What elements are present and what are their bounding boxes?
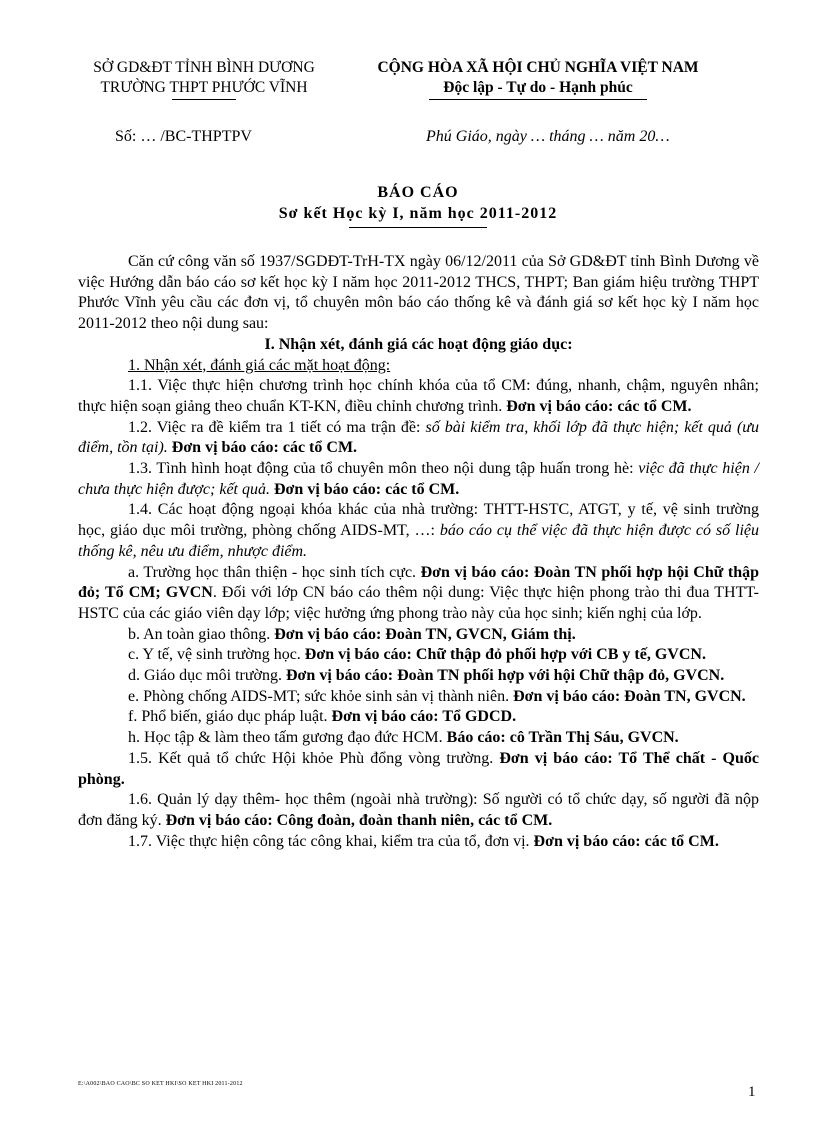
section-heading: I. Nhận xét, đánh giá các hoạt động giáo dục:	[264, 335, 573, 353]
item-text: f. Phổ biến, giáo dục pháp luật.	[128, 708, 332, 726]
item-end: .	[571, 625, 576, 643]
responsible-unit: Đơn vị báo cáo: Đoàn TN, GVCN, Giám thị	[274, 625, 572, 643]
org-department: SỞ GD&ĐT TỈNH BÌNH DƯƠNG	[93, 59, 315, 76]
nation-name: CỘNG HÒA XÃ HỘI CHỦ NGHĨA VIỆT NAM	[377, 59, 699, 76]
responsible-unit: Đơn vị báo cáo: Đoàn TN, GVCN.	[513, 687, 746, 705]
title-underline	[349, 227, 487, 228]
item-c	[78, 645, 759, 666]
footer-file-path: E:\A002\BAO CAO\BC SO KET HKI\SO KET HKI 2011-2012	[78, 1081, 243, 1087]
item-text: c. Y tế, vệ sinh trường học.	[128, 646, 305, 664]
item-1-5	[78, 749, 759, 790]
motto-underline	[429, 99, 647, 100]
responsible-unit: Đơn vị báo cáo: Tổ GDCD.	[331, 708, 517, 726]
item-1-6	[78, 790, 759, 831]
item-text: d. Giáo dục môi trường.	[128, 667, 286, 685]
item-text: 1.7. Việc thực hiện công tác công khai, kiểm tra của tổ, đơn vị.	[128, 832, 534, 850]
item-detail: số bài kiểm tra, khối lớp đã thực hiện; kết quả (ưu điểm, tồn tại).	[78, 418, 760, 457]
national-heading	[340, 58, 736, 100]
item-text: 1.4. Các hoạt động ngoại khóa khác của nhà trường: THTT-HSTC, ATGT, y tế, vệ sinh trường học, giáo dục môi trường, phòng chống AIDS-MT, …:	[78, 501, 759, 540]
responsible-unit: Đơn vị báo cáo: các tổ CM.	[274, 480, 460, 498]
item-h	[78, 728, 759, 749]
item-text: b. An toàn giao thông.	[128, 625, 275, 643]
item-end: .	[701, 646, 706, 664]
item-text: 1.6. Quản lý dạy thêm- học thêm (ngoài nhà trường): Số người có tổ chức dạy, số người đã nộp đơn đăng ký.	[78, 791, 759, 829]
item-detail: việc đã thực hiện / chưa thực hiện được; kết quả.	[78, 460, 759, 498]
responsible-unit: Đơn vị báo cáo: Chữ thập đỏ phối hợp với CB y tế, GVCN	[304, 646, 702, 664]
item-b	[78, 625, 759, 646]
reference-number: Số: … /BC-THPTPV	[115, 128, 252, 145]
item-f	[78, 707, 759, 728]
place-and-date: Phú Giáo, ngày … tháng … năm 20…	[426, 128, 670, 145]
intro-paragraph: Căn cứ công văn số 1937/SGDĐT-TrH-TX ngày 06/12/2011 của Sở GD&ĐT tỉnh Bình Dương về việc Hướng dẫn báo cáo sơ kết học kỳ I năm học 2011-2012 THCS, THPT; Ban giám hiệu trường THPT Phước Vĩnh yêu cầu các đơn vị, tổ chuyên môn báo cáo thống kê và đánh giá sơ kết học kỳ I năm học 2011-2012 theo nội dung sau:	[78, 253, 759, 333]
subsection-heading	[78, 356, 759, 377]
subsection-label: 1. Nhận xét, đánh giá các mặt hoạt động:	[128, 356, 391, 374]
document-title	[0, 182, 816, 228]
item-1-1	[78, 376, 759, 417]
item-1-2	[78, 418, 759, 459]
page-number: 1	[748, 1084, 756, 1100]
report-body	[78, 252, 759, 852]
org-underline	[172, 99, 236, 100]
item-text: 1.3. Tình hình hoạt động của tổ chuyên môn theo nội dung tập huấn trong hè:	[128, 460, 639, 478]
item-text: 1.1. Việc thực hiện chương trình học chính khóa của tổ CM: đúng, nhanh, chậm, nguyên nhân; thực hiện soạn giảng theo chuẩn KT-KN, điều chỉnh chương trình.	[78, 377, 759, 415]
item-detail: báo cáo cụ thể việc đã thực hiện được có số liệu thống kê, nêu ưu điểm, nhược điểm.	[78, 522, 759, 560]
item-detail: . Đối với lớp CN báo cáo thêm nội dung: Việc thực hiện phong trào thi đua THTT-HSTC của các giáo viên dạy lớp; việc hưởng ứng phong trào này của học sinh; kiến nghị của lớp.	[78, 584, 759, 622]
responsible-unit: Đơn vị báo cáo: Tổ Thể chất - Quốc phòng.	[78, 749, 760, 788]
item-text: h. Học tập & làm theo tấm gương đạo đức HCM.	[128, 729, 447, 747]
item-1-3	[78, 459, 759, 500]
org-school: TRƯỜNG THPT PHƯỚC VĨNH	[100, 79, 308, 96]
title-subtitle: Sơ kết Học kỳ I, năm học 2011-2012	[278, 205, 558, 222]
responsible-unit: Đơn vị báo cáo: các tổ CM.	[533, 832, 719, 850]
item-end: .	[720, 667, 725, 685]
nation-motto: Độc lập - Tự do - Hạnh phúc	[443, 79, 633, 96]
issuing-organization	[70, 58, 338, 100]
item-text: 1.5. Kết quả tổ chức Hội khỏe Phù đổng vòng trường.	[128, 749, 500, 767]
responsible-unit: Báo cáo: cô Trần Thị Sáu, GVCN	[446, 729, 675, 747]
item-end: .	[674, 729, 679, 747]
responsible-unit: Đơn vị báo cáo: Đoàn TN phối hợp hội Chữ thập đỏ; Tổ CM; GVCN	[78, 563, 759, 602]
title-main: BÁO CÁO	[377, 184, 459, 201]
item-text: a. Trường học thân thiện - học sinh tích cực.	[128, 563, 421, 581]
item-1-7	[78, 832, 759, 853]
responsible-unit: Đơn vị báo cáo: Đoàn TN phối hợp với hội Chữ thập đỏ, GVCN	[286, 667, 721, 685]
item-1-4	[78, 500, 759, 562]
item-e	[78, 687, 759, 708]
item-text: 1.2. Việc ra đề kiểm tra 1 tiết có ma trận đề:	[128, 418, 426, 436]
item-text: e. Phòng chống AIDS-MT; sức khỏe sinh sản vị thành niên.	[128, 687, 514, 705]
responsible-unit: Đơn vị báo cáo: Công đoàn, đoàn thanh niên, các tổ CM.	[165, 811, 553, 829]
responsible-unit: Đơn vị báo cáo: các tổ CM.	[506, 397, 692, 415]
item-d	[78, 666, 759, 687]
responsible-unit: Đơn vị báo cáo: các tổ CM.	[171, 439, 358, 457]
item-a	[78, 563, 759, 625]
